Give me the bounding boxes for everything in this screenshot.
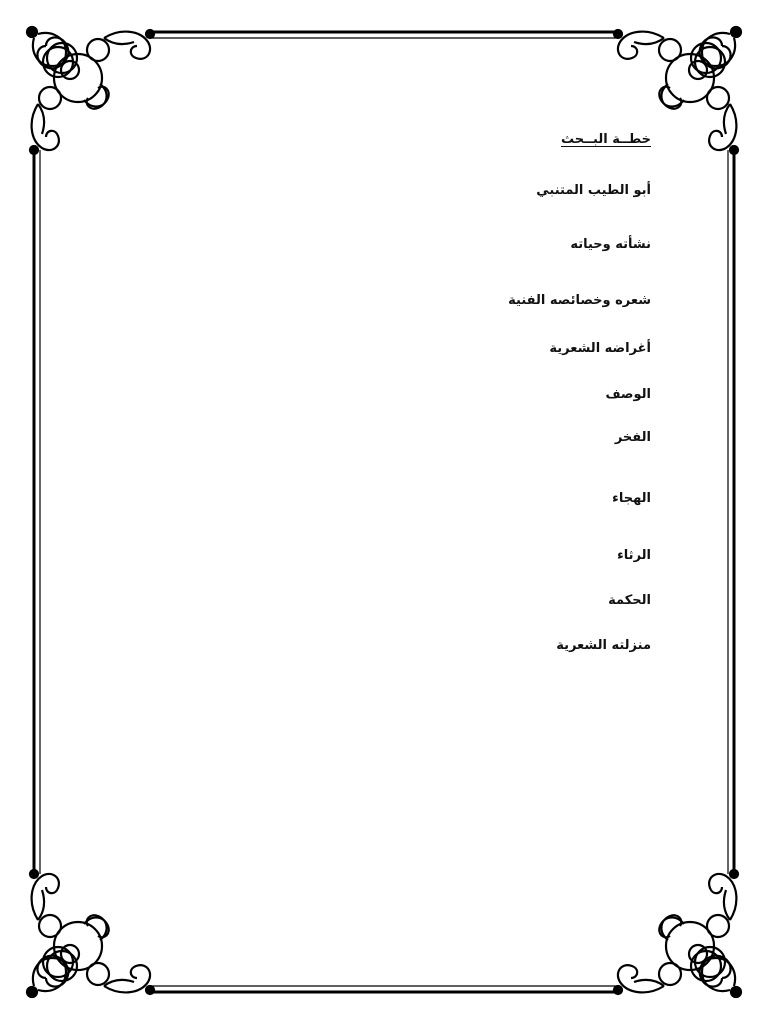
corner-ornament-bottom-right-icon <box>614 870 741 997</box>
outline-item-poetic-status: منزلته الشعرية <box>556 638 651 653</box>
corner-ornament-top-left-icon <box>27 27 154 154</box>
document-title: خطــة البــحث <box>561 132 651 147</box>
outline-item-poetic-purposes: أغراضه الشعرية <box>549 341 651 356</box>
outline-item-description: الوصف <box>605 387 651 402</box>
corner-ornament-bottom-left-icon <box>27 870 154 997</box>
outline-item-upbringing: نشأته وحياته <box>570 237 651 252</box>
outline-item-poetry-features: شعره وخصائصه الفنية <box>508 293 651 308</box>
outline-item-satire: الهجاء <box>612 491 651 506</box>
outline-item-pride: الفخر <box>614 430 651 445</box>
outline-item-elegy: الرثاء <box>617 548 651 563</box>
outline-item-wisdom: الحكمة <box>608 593 651 608</box>
outline-item-poet: أبو الطيب المتنبي <box>536 183 651 198</box>
